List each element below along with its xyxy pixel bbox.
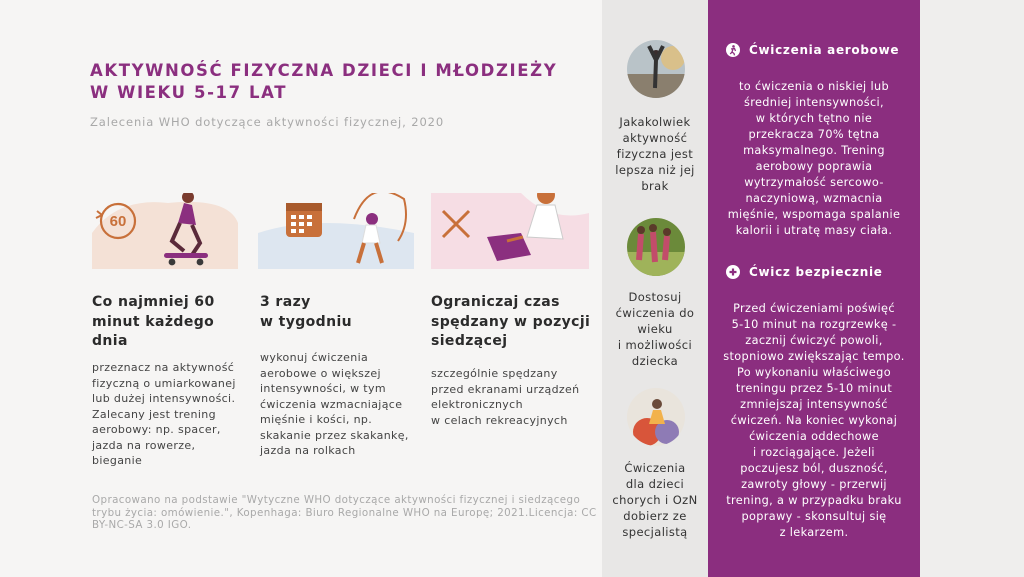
right-margin (920, 0, 1024, 577)
source-footnote: Opracowano na podstawie "Wytyczne WHO dotyczące aktywności fizycznej i siedzącego trybu życia: omówienie.", Kopenhaga: Biuro Regionalne WHO na Europę; 2021.Licencja: CC BY-NC-SA 3.0 IGO. (92, 494, 597, 531)
page-title (90, 60, 570, 104)
card-1-text: przeznacz na aktywność fizyczną o umiarkowanej lub dużej intensywności. Zalecany jest trening aerobowy: np. spacer, jazda na rowerze, bieganie (92, 361, 236, 467)
plus-icon (726, 265, 740, 279)
card-3-title: Ograniczaj czas spędzany w pozycji siedzącej (431, 294, 591, 349)
info-panel (708, 0, 920, 577)
page-subtitle: Zalecenia WHO dotyczące aktywności fizycznej, 2020 (90, 115, 445, 129)
tip-1-text: Jakakolwiek aktywność fizyczna jest lepsza niż jej brak (615, 115, 695, 193)
photo-kids-running (627, 218, 685, 276)
title-line-2: W WIEKU 5-17 LAT (90, 83, 288, 102)
card-1-title: Co najmniej 60 minut każdego dnia (92, 294, 215, 349)
card-2-title: 3 razy w tygodniu (260, 294, 353, 330)
photo-therapy-ball (627, 388, 685, 446)
card-2-text: wykonuj ćwiczenia aerobowe o większej intensywności, w tym ćwiczenia wzmacniające mięśnie i kości, np. skakanie przez skakankę, jazda na rolkach (260, 351, 409, 457)
safety-text: Przed ćwiczeniami poświęć 5-10 minut na rozgrzewkę - zacznij ćwiczyć powoli, stopniowo zwiększając tempo. Po wykonaniu właściwego treningu przez 5-10 minut zmniejszaj intensywność ćwiczeń. Na koniec wykonaj ćwiczenia oddechowe i rozciągające. Jeżeli poczujesz ból, duszność, zawroty głowy - przerwij trening, a w przypadku braku poprawy - skonsultuj się z lekarzem. (723, 302, 905, 539)
card-3-text: szczególnie spędzany przed ekranami urządzeń elektronicznych w celach rekreacyjnych (431, 367, 580, 427)
safety-heading: Ćwicz bezpiecznie (726, 265, 883, 279)
aerobic-heading: Ćwiczenia aerobowe (726, 43, 899, 57)
sitting-limit-illustration (431, 193, 589, 269)
jump-rope-illustration (258, 193, 414, 269)
skateboard-illustration (88, 193, 240, 269)
tip-2-text: Dostosuj ćwiczenia do wieku i możliwości dziecka (615, 290, 695, 368)
running-icon (726, 43, 740, 57)
aerobic-text: to ćwiczenia o niskiej lub średniej intensywności, w których tętno nie przekracza 70% tętna maksymalnego. Trening aerobowy poprawia wytrzymałość sercowo- naczyniową, wzmacnia mięśnie, wspomaga spalanie kalorii i utratę masy ciała. (727, 80, 901, 237)
photo-stretching (627, 40, 685, 98)
title-line-1: AKTYWNOŚĆ FIZYCZNA DZIECI I MŁODZIEŻY (90, 61, 558, 80)
sixty-badge: 60 (109, 213, 127, 230)
tip-3-text: Ćwiczenia dla dzieci chorych i OzN dobierz ze specjalistą (612, 461, 698, 539)
